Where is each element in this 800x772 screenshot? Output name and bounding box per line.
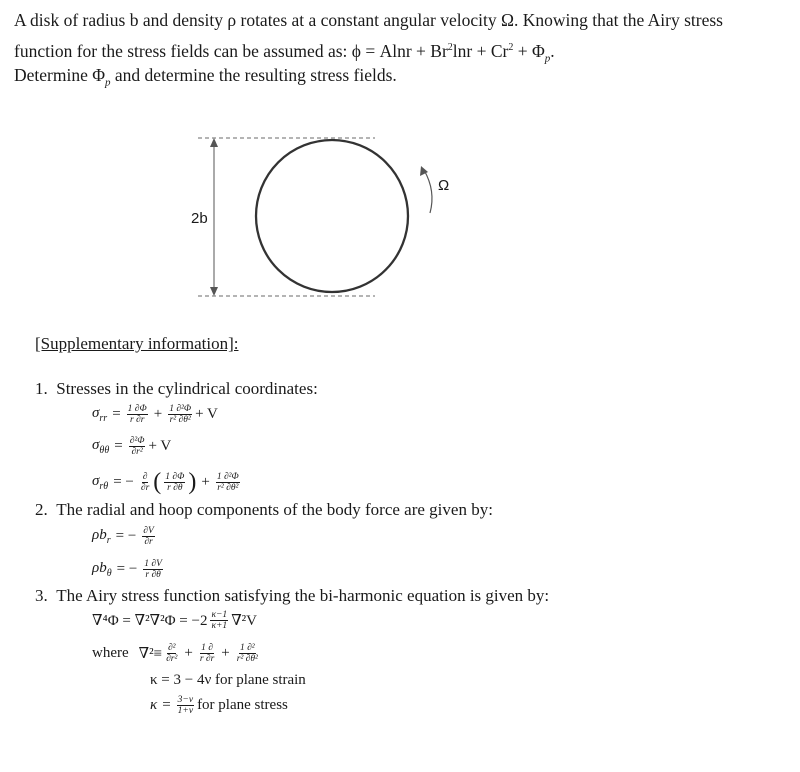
kappa-plane-strain: κ = 3 − 4ν for plane strain <box>150 672 306 688</box>
problem-line-1: A disk of radius b and density ρ rotates at a constant angular velocity Ω. Knowing that the Airy stress <box>14 10 723 30</box>
item-1: 1. Stresses in the cylindrical coordinates: <box>35 379 318 398</box>
disk-figure <box>180 125 480 310</box>
problem-line-2: function for the stress fields can be assumed as: $\phi = Alnr + Br^2\ln r + Cr^2 + \Phi_p$. <box>14 40 555 65</box>
disk-circle <box>256 140 408 292</box>
laplacian-equation: where ∇²≡ $\frac{\text{∂²}}{\text{∂r²}}$ + $\frac{1 \partial}{r \partial r}$ + $\frac{\text{1 ∂²}}{\text{r² ∂θ²}}$ <box>92 643 258 664</box>
sigma-rr-equation: $\sigma_{rr}$ = $\frac{1 \partial\Phi}{r \partial r}$ + $\frac{\text{1 ∂²Φ}}{\text{r² ∂θ²}}$ + V <box>92 404 218 425</box>
arrow-down-icon <box>210 287 218 296</box>
omega-label: Ω <box>438 177 450 194</box>
biharmonic-equation: ∇⁴Φ = ∇²∇²Φ = −2 $\frac{\kappa-1}{\kappa+1}$ ∇²V <box>92 610 257 631</box>
rotation-arc <box>424 170 432 213</box>
item-3: 3. The Airy stress function satisfying the bi-harmonic equation is given by: <box>35 586 550 605</box>
item-2: 2. The radial and hoop components of the body force are given by: <box>35 500 493 519</box>
body-force-radial-equation: $\rho b_r$ = − $\frac{\partial V}{\partial r}$ <box>92 526 154 547</box>
body-force-hoop-equation: $\rho b_\theta$ = − $\frac{1 \partial V}{r \partial\theta}$ <box>92 559 162 580</box>
supplementary-heading: [Supplementary information]: <box>35 334 239 353</box>
sigma-rtheta-equation: $\sigma_{r\theta}$ = − $\frac{\partial}{\partial r}$ ( $\frac{1 \partial\Phi}{r \partial\theta}$ ) + $\frac{\text{1 ∂²Φ}}{\text{r² ∂θ²}}$ <box>92 469 239 495</box>
arrow-up-icon <box>210 138 218 147</box>
sigma-thetatheta-equation: $\sigma_{\theta\theta}$ = $\frac{\text{∂²Φ}}{\text{∂r²}}$ + V <box>92 436 172 457</box>
diameter-label: 2b <box>191 210 208 227</box>
kappa-plane-stress: κ = $\frac{3-\nu}{1+\nu}$ for plane stress <box>150 695 288 716</box>
problem-line-3: Determine $\Phi_p$ and determine the resulting stress fields. <box>14 65 397 89</box>
